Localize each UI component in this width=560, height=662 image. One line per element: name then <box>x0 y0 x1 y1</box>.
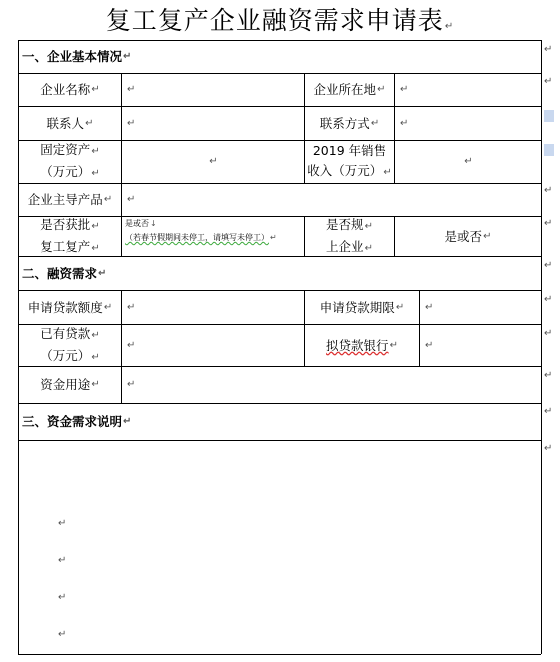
contact-method-field[interactable]: ↵ <box>400 117 409 129</box>
section-fund-description: 三、资金需求说明 ↵ <box>22 414 132 429</box>
paragraph-mark: ↵ <box>58 592 67 603</box>
paragraph-mark: ↵ <box>544 294 553 305</box>
paragraph-mark: ↵ <box>58 629 67 640</box>
existing-loans-field[interactable]: ↵ <box>127 339 136 351</box>
paragraph-mark: ↵ <box>544 76 553 87</box>
paragraph-mark: ↵ <box>544 328 553 339</box>
company-location-field[interactable]: ↵ <box>400 84 409 95</box>
label-approved-resume: 是否获批↵ 复工复产↵ <box>40 216 100 254</box>
label-main-products: 企业主导产品 ↵ <box>27 192 113 207</box>
above-scale-field[interactable]: 是或否 ↵ <box>444 228 492 244</box>
label-existing-loans: 已有贷款↵ （万元）↵ <box>40 325 100 363</box>
label-above-scale: 是否规↵ 上企业↵ <box>326 216 373 254</box>
paragraph-mark: ↵ <box>544 218 553 229</box>
paragraph-mark: ↵ <box>544 443 553 454</box>
label-company-location: 企业所在地 ↵ <box>313 82 386 97</box>
label-sales-2019: 2019 年销售 收入（万元）↵ <box>307 143 392 178</box>
paragraph-mark: ↵ <box>544 370 553 381</box>
page-title: 复工复产企业融资需求申请表↵ <box>105 6 455 35</box>
label-planned-bank: 拟贷款银行 ↵ <box>326 337 398 353</box>
label-contact-method: 联系方式 ↵ <box>319 115 380 131</box>
paragraph-mark: ↵ <box>544 260 553 271</box>
selection-marker <box>544 110 554 122</box>
paragraph-mark: ↵ <box>58 555 67 566</box>
section-basic-info: 一、企业基本情况 ↵ <box>22 49 132 64</box>
planned-bank-field[interactable]: ↵ <box>425 339 434 351</box>
label-company-name: 企业名称 ↵ <box>40 82 100 97</box>
paragraph-mark: ↵ <box>544 406 553 417</box>
fund-description-area[interactable] <box>19 441 541 654</box>
label-fixed-assets: 固定资产↵ （万元）↵ <box>40 142 100 179</box>
main-products-field[interactable]: ↵ <box>127 194 136 205</box>
section-financing-needs: 二、融资需求 ↵ <box>22 265 107 281</box>
selection-marker <box>544 144 554 156</box>
label-fund-usage: 资金用途 ↵ <box>40 377 100 392</box>
contact-person-field[interactable]: ↵ <box>127 117 136 129</box>
paragraph-mark: ↵ <box>544 44 553 55</box>
company-name-field[interactable]: ↵ <box>127 84 136 95</box>
label-loan-term: 申请贷款期限 ↵ <box>319 299 405 315</box>
loan-amount-field[interactable]: ↵ <box>127 301 136 313</box>
fixed-assets-field[interactable]: ↵ <box>209 156 218 167</box>
label-contact-person: 联系人 ↵ <box>46 115 94 131</box>
sales-2019-field[interactable]: ↵ <box>464 156 473 167</box>
paragraph-mark: ↵ <box>58 518 67 529</box>
paragraph-mark: ↵ <box>544 185 553 196</box>
fund-usage-field[interactable]: ↵ <box>127 379 136 390</box>
approved-resume-field[interactable]: 是或否↓ （若春节假期间未停工，请填写未停工）↵ <box>125 219 277 242</box>
label-loan-amount: 申请贷款额度 ↵ <box>27 299 113 315</box>
loan-term-field[interactable]: ↵ <box>425 301 434 313</box>
